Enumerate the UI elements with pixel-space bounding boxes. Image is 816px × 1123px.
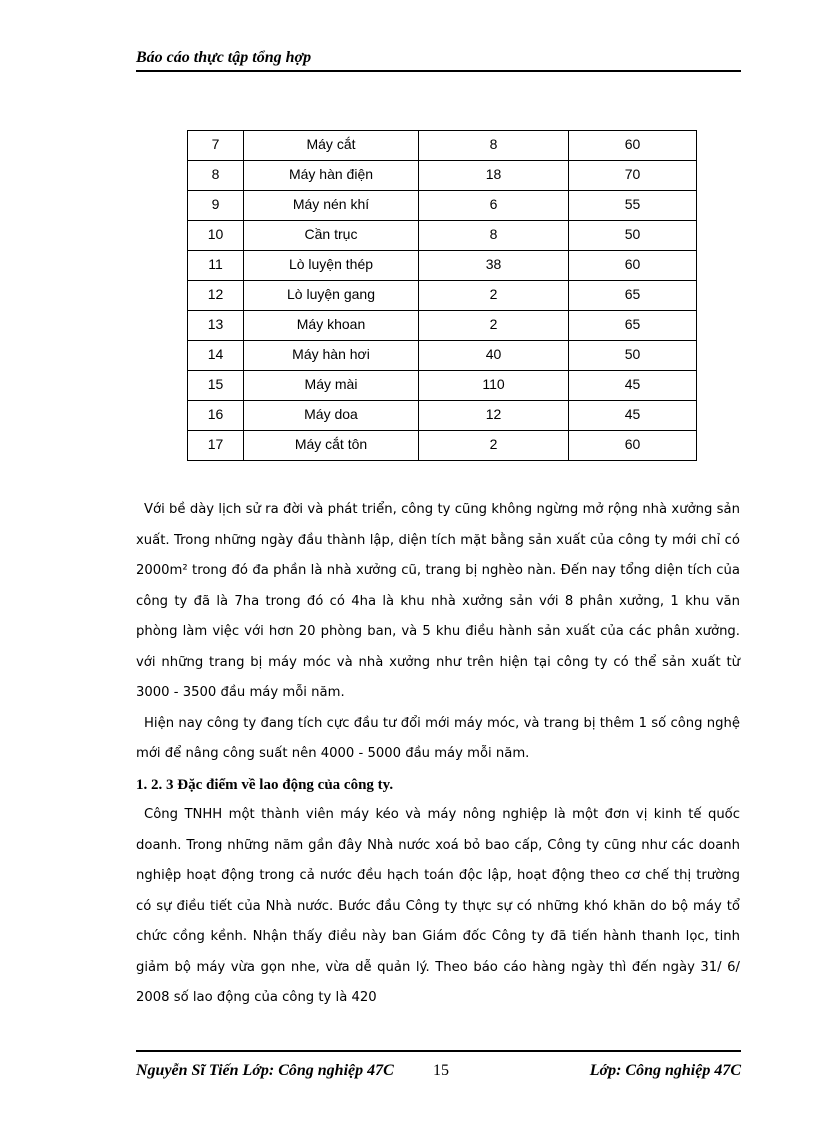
table-cell: 10 [188, 221, 244, 251]
paragraph-investment: Hiện nay công ty đang tích cực đầu tư đổi mới máy móc, và trang bị thêm 1 số công nghệ mới để nâng công suất nên 4000 - 5000 đầu máy mỗi năm. [136, 715, 740, 761]
footer-author: Nguyễn Sĩ Tiến Lớp: Công nghiệp 47C [136, 1062, 394, 1079]
table-row [188, 341, 697, 371]
table-cell: 6 [419, 191, 569, 221]
equipment-table [187, 130, 697, 461]
table-row [188, 371, 697, 401]
footer-class: Lớp: Công nghiệp 47C [589, 1062, 741, 1079]
table-row [188, 191, 697, 221]
table-cell: 2 [419, 311, 569, 341]
table-cell: 2 [419, 431, 569, 461]
table-cell: Máy cắt [244, 131, 419, 161]
table-row [188, 251, 697, 281]
table-cell: Máy mài [244, 371, 419, 401]
table-cell: Máy cắt tôn [244, 431, 419, 461]
table-row [188, 161, 697, 191]
body-text [136, 495, 740, 1014]
table-cell: 13 [188, 311, 244, 341]
equipment-table-body [188, 131, 697, 461]
table-cell: 45 [569, 401, 697, 431]
table-cell: 70 [569, 161, 697, 191]
table-cell: 50 [569, 221, 697, 251]
table-cell: 15 [188, 371, 244, 401]
table-row [188, 281, 697, 311]
table-cell: 45 [569, 371, 697, 401]
table-cell: 110 [419, 371, 569, 401]
table-cell: Máy hàn điện [244, 161, 419, 191]
paragraph-facilities: Với bề dày lịch sử ra đời và phát triển, công ty cũng không ngừng mở rộng nhà xưởng sản xuất. Trong những ngày đầu thành lập, diện tích mặt bằng sản xuất của công ty mới chỉ có 2000m² trong đó đa phần là nhà xưởng cũ, trang bị nghèo nàn. Đến nay tổng diện tích của công ty đã là 7ha trong đó có 4ha là khu nhà xưởng sản với 8 phân xưởng, 1 khu văn phòng làm việc với hơn 20 phòng ban, và 5 khu điều hành sản xuất của các phân xưởng. với những trang bị máy móc và nhà xưởng như trên hiện tại công ty có thể sản xuất từ 3000 - 3500 đầu máy mỗi năm. [136, 502, 740, 700]
table-cell: 16 [188, 401, 244, 431]
page-number: 15 [433, 1062, 449, 1079]
section-heading: 1. 2. 3 Đặc điểm về lao động của công ty. [136, 776, 394, 793]
page-header [136, 48, 741, 72]
table-cell: 17 [188, 431, 244, 461]
table-cell: 11 [188, 251, 244, 281]
table-cell: 14 [188, 341, 244, 371]
table-cell: 12 [188, 281, 244, 311]
table-row [188, 131, 697, 161]
table-cell: Máy khoan [244, 311, 419, 341]
table-cell: 2 [419, 281, 569, 311]
table-cell: 40 [419, 341, 569, 371]
table-cell: 8 [419, 131, 569, 161]
table-cell: 38 [419, 251, 569, 281]
table-row [188, 311, 697, 341]
paragraph-labor: Công TNHH một thành viên máy kéo và máy nông nghiệp là một đơn vị kinh tế quốc doanh. Trong những năm gần đây Nhà nước xoá bỏ bao cấp, Công ty cũng như các doanh nghiệp hoạt động trong cả nước đều hạch toán độc lập, hoạt động theo cơ chế thị trường có sự điều tiết của Nhà nước. Bước đầu Công ty thực sự có những khó khăn do bộ máy tổ chức cồng kềnh. Nhận thấy điều này ban Giám đốc Công ty đã tiến hành thanh lọc, tinh giảm bộ máy vừa gọn nhe, vừa dễ quản lý. Theo báo cáo hàng ngày thì đến ngày 31/ 6/ 2008 số lao động của công ty là 420 [136, 807, 740, 1005]
table-cell: 65 [569, 281, 697, 311]
table-cell: Lò luyện gang [244, 281, 419, 311]
table-cell: Máy nén khí [244, 191, 419, 221]
page-footer [136, 1050, 741, 1082]
table-cell: 7 [188, 131, 244, 161]
table-cell: 8 [188, 161, 244, 191]
table-cell: 50 [569, 341, 697, 371]
table-cell: 9 [188, 191, 244, 221]
table-cell: 8 [419, 221, 569, 251]
table-cell: 65 [569, 311, 697, 341]
table-cell: 60 [569, 131, 697, 161]
table-cell: Máy hàn hơi [244, 341, 419, 371]
table-cell: 60 [569, 251, 697, 281]
table-row [188, 401, 697, 431]
table-cell: Lò luyện thép [244, 251, 419, 281]
table-cell: Máy doa [244, 401, 419, 431]
table-cell: 60 [569, 431, 697, 461]
table-cell: 55 [569, 191, 697, 221]
table-cell: 12 [419, 401, 569, 431]
table-cell: 18 [419, 161, 569, 191]
header-title: Báo cáo thực tập tổng hợp [136, 49, 312, 66]
table-row [188, 431, 697, 461]
table-row [188, 221, 697, 251]
table-cell: Cần trục [244, 221, 419, 251]
